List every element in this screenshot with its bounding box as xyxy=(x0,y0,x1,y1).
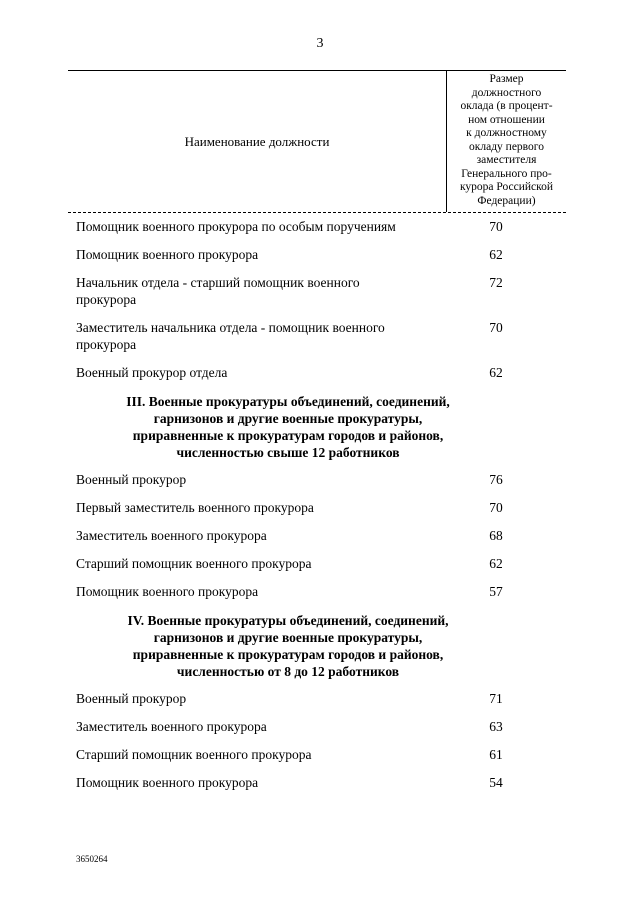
header-line: Федерации) xyxy=(477,194,536,207)
position-title: Помощник военного прокурора по особым поручениям xyxy=(76,219,396,234)
salary-percent: 63 xyxy=(489,719,503,734)
table-row xyxy=(76,274,516,308)
table-row xyxy=(76,718,516,735)
header-line: должностного xyxy=(471,86,542,99)
section-heading-line: III. Военные прокуратуры объединений, соединений, xyxy=(126,394,450,409)
table-header xyxy=(68,70,566,213)
table-row xyxy=(76,746,516,763)
table-row xyxy=(76,555,516,572)
section-heading-line: численностью свыше 12 работников xyxy=(176,445,400,460)
salary-percent: 62 xyxy=(489,556,503,571)
salary-percent: 71 xyxy=(489,691,503,706)
table-row xyxy=(76,690,516,707)
table-row xyxy=(76,499,516,516)
section-heading-line: приравненные к прокуратурам городов и районов, xyxy=(132,647,444,662)
table-row xyxy=(76,774,516,791)
position-title: Заместитель начальника отдела - помощник военного xyxy=(76,320,385,335)
salary-percent: 70 xyxy=(489,219,503,234)
salary-percent: 57 xyxy=(489,584,503,599)
salary-percent: 62 xyxy=(489,247,503,262)
salary-percent: 70 xyxy=(489,320,503,335)
document-code: 3650264 xyxy=(76,854,108,864)
salary-percent-header xyxy=(447,73,566,208)
position-title: Первый заместитель военного прокурора xyxy=(76,500,314,515)
page-number: 3 xyxy=(316,36,324,51)
table-row xyxy=(76,583,516,600)
section-heading-line: гарнизонов и другие военные прокуратуры, xyxy=(153,411,423,426)
position-title: Военный прокурор отдела xyxy=(76,365,228,380)
header-line: Генерального про- xyxy=(461,167,552,180)
table-row xyxy=(76,364,516,381)
table-row xyxy=(76,319,516,353)
header-line: ном отношении xyxy=(468,113,545,126)
section-heading-line: гарнизонов и другие военные прокуратуры, xyxy=(153,630,423,645)
salary-percent: 54 xyxy=(489,775,503,790)
table-row xyxy=(76,527,516,544)
salary-percent: 70 xyxy=(489,500,503,515)
section-heading-line: приравненные к прокуратурам городов и районов, xyxy=(132,428,444,443)
position-title: Помощник военного прокурора xyxy=(76,247,259,262)
header-line: курора Российской xyxy=(459,181,554,193)
position-title: Заместитель военного прокурора xyxy=(76,719,267,734)
header-line: к должностному xyxy=(466,127,547,139)
table-row xyxy=(76,246,516,263)
position-title: Помощник военного прокурора xyxy=(76,584,259,599)
position-title: Заместитель военного прокурора xyxy=(76,528,267,543)
table-row xyxy=(76,471,516,488)
section-heading-3 xyxy=(68,393,508,461)
salary-percent: 72 xyxy=(489,275,503,290)
position-title: Старший помощник военного прокурора xyxy=(76,556,312,571)
section-heading-line: численностью от 8 до 12 работников xyxy=(176,664,400,679)
position-title: Военный прокурор xyxy=(76,691,187,706)
position-title: Помощник военного прокурора xyxy=(76,775,259,790)
salary-percent: 68 xyxy=(489,528,503,543)
header-line: Размер xyxy=(489,73,524,85)
salary-percent: 62 xyxy=(489,365,503,380)
header-line: оклада (в процент- xyxy=(460,100,553,112)
section-heading-line: IV. Военные прокуратуры объединений, соединений, xyxy=(127,613,449,628)
position-title: Старший помощник военного прокурора xyxy=(76,747,312,762)
position-title: прокурора xyxy=(76,292,137,307)
section-heading-4 xyxy=(68,612,508,680)
position-name-header: Наименование должности xyxy=(184,133,330,149)
position-title: Военный прокурор xyxy=(76,472,187,487)
salary-percent: 61 xyxy=(489,747,503,762)
position-title: прокурора xyxy=(76,337,137,352)
header-line: заместителя xyxy=(476,154,537,166)
table-row xyxy=(76,218,516,235)
header-line: окладу первого xyxy=(469,140,544,153)
salary-percent: 76 xyxy=(489,472,503,487)
position-title: Начальник отдела - старший помощник военного xyxy=(76,275,360,290)
